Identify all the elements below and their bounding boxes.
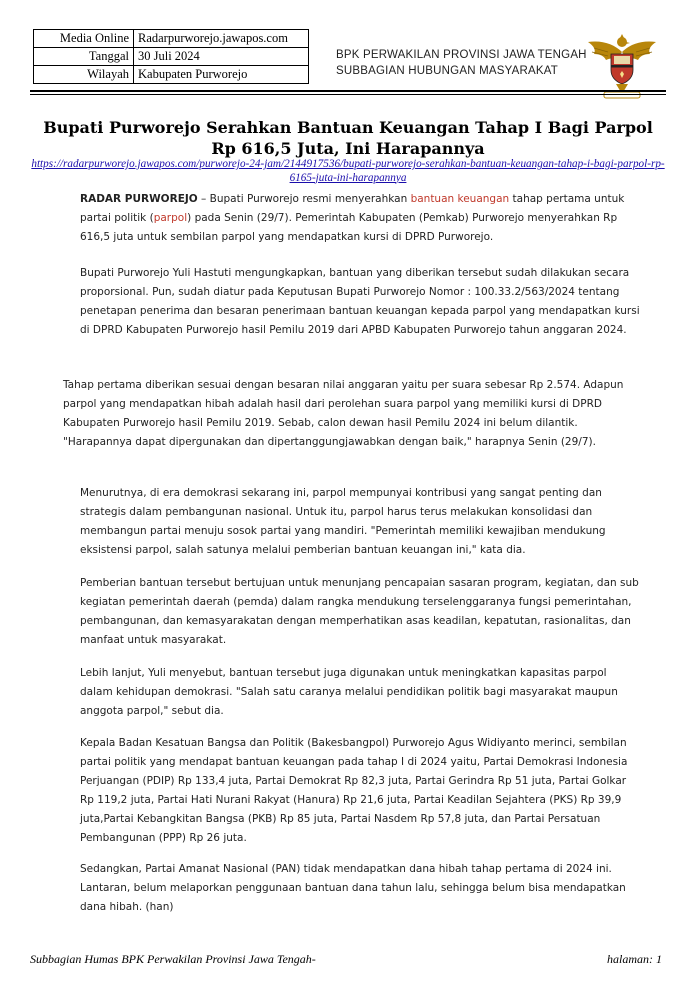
meta-row-region	[34, 66, 309, 84]
meta-key: Wilayah	[34, 66, 134, 84]
header-divider-thin	[30, 94, 666, 95]
paragraph-4: Menurutnya, di era demokrasi sekarang ini, parpol mempunyai kontribusi yang sangat penting dan strategis dalam pembangunan nasional. Untuk itu, parpol harus terus melakukan konsolidasi dan membangun partai menuju sosok partai yang mandiri. "Pemerintah memiliki kewajiban mendukung eksistensi parpol, salah satunya melalui pemberian bantuan keuangan ini," kata dia.	[80, 487, 606, 556]
meta-key: Tanggal	[34, 48, 134, 66]
article-title: Bupati Purworejo Serahkan Bantuan Keuangan Tahap I Bagi Parpol Rp 616,5 Juta, Ini Harapannya	[43, 118, 653, 158]
meta-value: Radarpurworejo.jawapos.com	[134, 30, 309, 48]
organization-header	[336, 47, 587, 79]
meta-value: 30 Juli 2024	[134, 48, 309, 66]
lead-source: RADAR PURWOREJO	[80, 193, 198, 205]
article-source-link[interactable]: https://radarpurworejo.jawapos.com/purworejo-24-jam/2144917536/bupati-purworejo-serahkan-bantuan-keuangan-tahap-i-bagi-parpol-rp-6165-juta-ini-harapannya	[31, 158, 665, 184]
p1-text-c: ) pada Senin (29/7). Pemerintah Kabupaten (Pemkab) Purworejo menyerahkan Rp 616,5 juta untuk sembilan parpol yang mendapatkan kursi di DPRD Purworejo.	[80, 212, 618, 243]
page-number: halaman: 1	[607, 952, 662, 966]
paragraph-1	[80, 190, 640, 247]
footer-department: Subbagian Humas BPK Perwakilan Provinsi Jawa Tengah-	[30, 952, 316, 966]
paragraph-6: Lebih lanjut, Yuli menyebut, bantuan tersebut juga digunakan untuk meningkatkan kapasitas parpol dalam kehidupan demokrasi. "Salah satu caranya melalui pendidikan politik bagi masyarakat maupun anggota parpol," sebut dia.	[80, 667, 618, 717]
meta-row-date	[34, 48, 309, 66]
p1-text-b: tahap pertama untuk partai politik (	[80, 193, 625, 224]
paragraph-3: Tahap pertama diberikan sesuai dengan besaran nilai anggaran yaitu per suara sebesar Rp 2.574. Adapun parpol yang mendapatkan hibah adalah hasil dari perolehan suara parpol yang memiliki kursi di DPRD Kabupaten Purworejo hasil Pemilu 2019. Sebab, calon dewan hasil Pemilu 2024 ini belum dilantik. "Harapannya dapat dipergunakan dan dipertanggungjawabkan dengan baik," harapnya Senin (29/7).	[63, 379, 624, 448]
keyword-link-parpol[interactable]: parpol	[153, 212, 188, 224]
media-info-table	[33, 29, 309, 84]
org-line-1: BPK PERWAKILAN PROVINSI JAWA TENGAH	[336, 49, 587, 61]
p1-text-a: – Bupati Purworejo resmi menyerahkan	[197, 193, 411, 205]
paragraph-7: Kepala Badan Kesatuan Bangsa dan Politik (Bakesbangpol) Purworejo Agus Widiyanto merinci, sembilan partai politik yang mendapat bantuan keuangan pada tahap I di 2024 yaitu, Partai Demokrasi Indonesia Perjuangan (PDIP) Rp 133,4 juta, Partai Demokrat Rp 82,3 juta, Partai Gerindra Rp 51 juta, Partai Golkar Rp 119,2 juta, Partai Hati Nurani Rakyat (Hanura) Rp 21,6 juta, Partai Keadilan Sejahtera (PKS) Rp 39,9 juta,Partai Kebangkitan Bangsa (PKB) Rp 85 juta, Partai Nasdem Rp 57,8 juta, dan Partai Persatuan Pembangunan (PPP) Rp 26 juta.	[80, 737, 628, 844]
meta-value: Kabupaten Purworejo	[134, 66, 309, 84]
keyword-link-bantuan-keuangan[interactable]: bantuan keuangan	[410, 193, 510, 205]
paragraph-8: Sedangkan, Partai Amanat Nasional (PAN) tidak mendapatkan dana hibah tahap pertama di 2024 ini. Lantaran, belum melaporkan penggunaan bantuan dana tahun lalu, sehingga belum bisa mendapatkan dana hibah. (han)	[80, 863, 626, 913]
meta-key: Media Online	[34, 30, 134, 48]
paragraph-2: Bupati Purworejo Yuli Hastuti mengungkapkan, bantuan yang diberikan tersebut sudah dilakukan secara proporsional. Pun, sudah diatur pada Keputusan Bupati Purworejo Nomor : 100.33.2/563/2024 tentang penetapan penerima dan besaran penerimaan bantuan keuangan kepada parpol yang mendapatkan kursi di DPRD Kabupaten Purworejo hasil Pemilu 2019 dari APBD Kabupaten Purworejo tahun anggaran 2024.	[80, 267, 640, 336]
meta-row-media	[34, 30, 309, 48]
paragraph-5: Pemberian bantuan tersebut bertujuan untuk menunjang pencapaian sasaran program, kegiatan, dan sub kegiatan pemerintah daerah (pemda) dalam rangka mendukung terselenggaranya fungsi pemerintahan, pembangunan, dan kemasyarakatan dengan memperhatikan asas keadilan, kepatutan, rasionalitas, dan manfaat untuk masyarakat.	[80, 577, 639, 646]
header-divider	[30, 90, 666, 92]
org-line-2: SUBBAGIAN HUBUNGAN MASYARAKAT	[336, 65, 558, 77]
